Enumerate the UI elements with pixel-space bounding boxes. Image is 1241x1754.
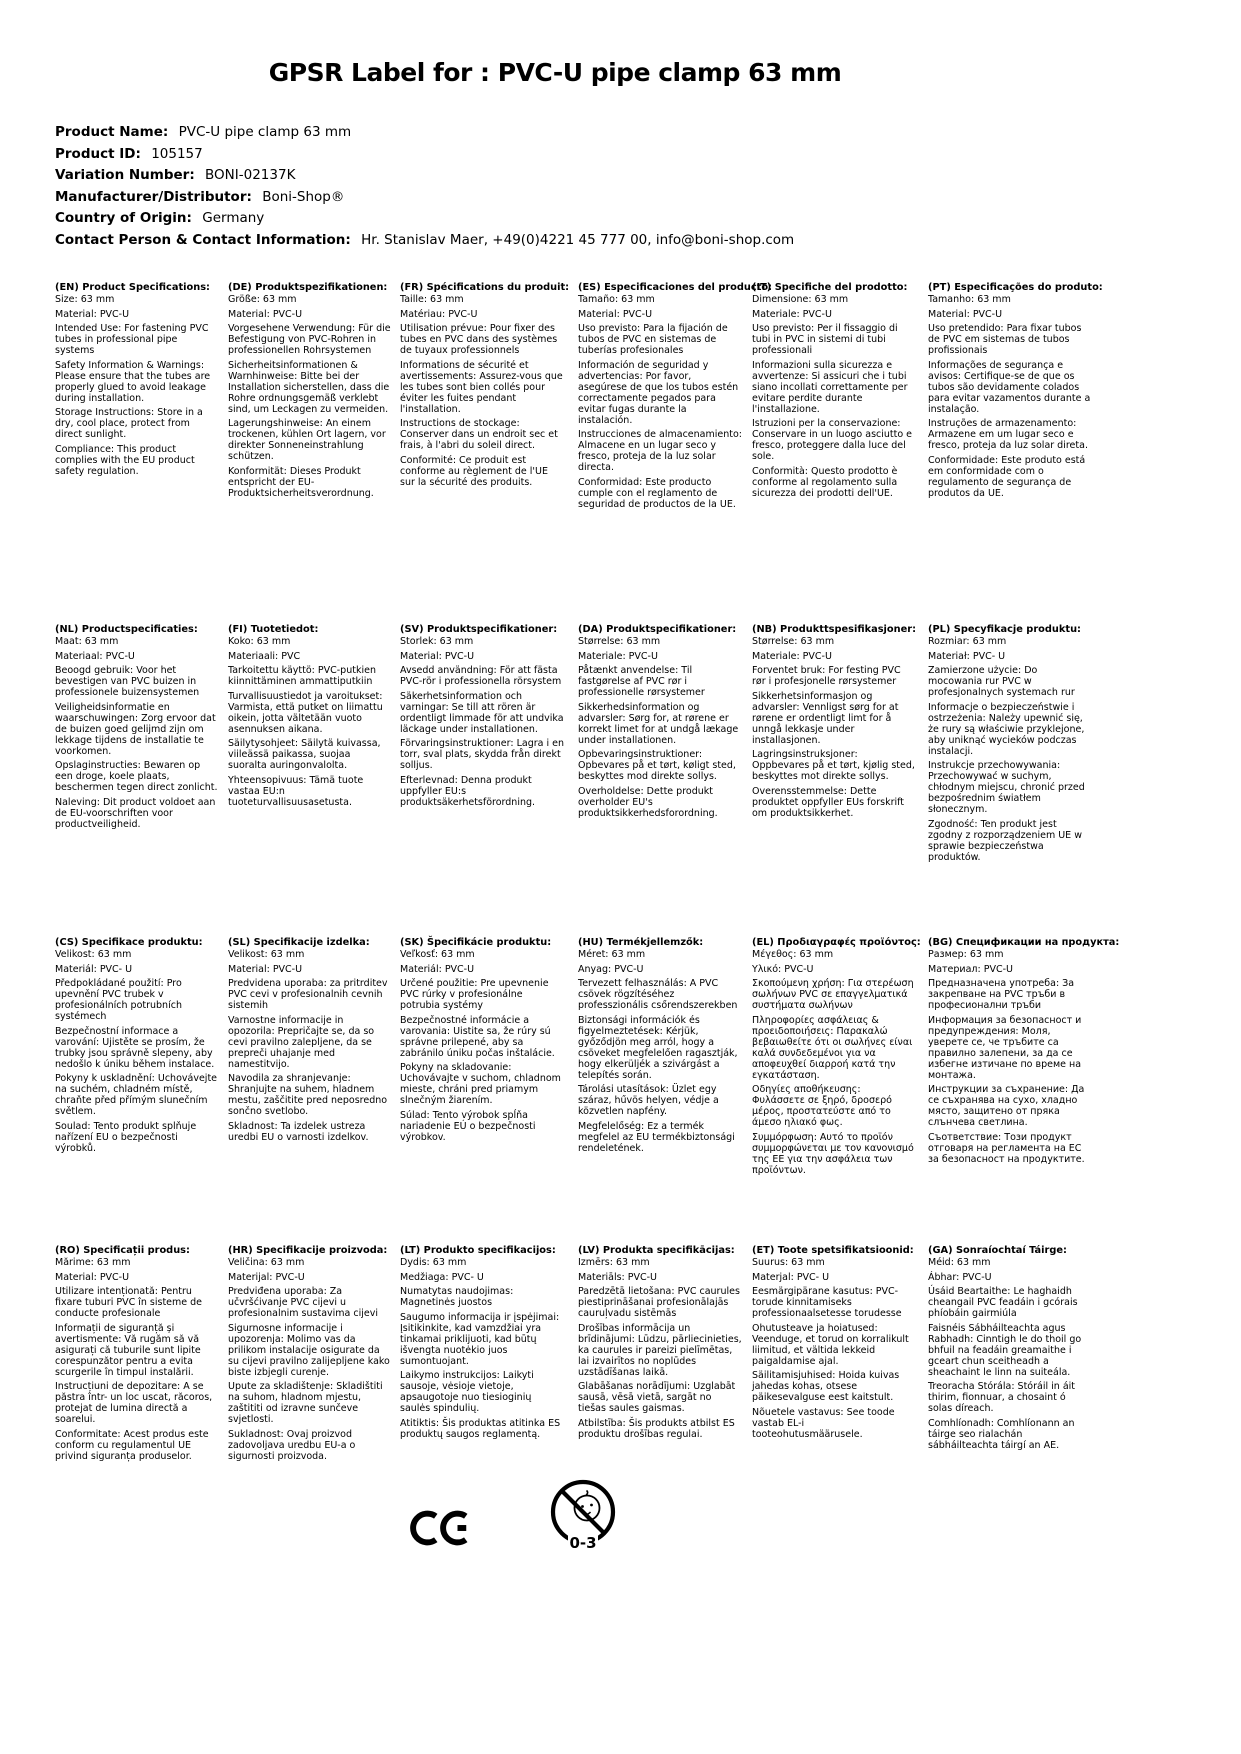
product-info-row <box>55 187 794 209</box>
spec-block-heading: (CS) Specifikace produktu: <box>55 937 203 948</box>
spec-paragraph: Οδηγίες αποθήκευσης: Φυλάσσετε σε ξηρό, δροσερό μέρος, προστατεύστε από το άμεσο ηλιακό φως. <box>752 1084 892 1128</box>
spec-paragraph: Säkerhetsinformation och varningar: Se till att rören är ordentligt limmade för att undvika läckage under installationen. <box>400 690 564 735</box>
spec-paragraph: Avsedd användning: För att fästa PVC-rör i professionella rörsystem <box>400 665 562 687</box>
spec-paragraph: Numatytas naudojimas: Magnetinės juostos <box>400 1286 514 1308</box>
spec-paragraph: Instrucciones de almacenamiento: Almacene en un lugar seco y fresco, proteja de la luz solar directa. <box>578 429 742 473</box>
product-info-row <box>55 208 794 230</box>
spec-block-heading: (LT) Produkto specifikacijos: <box>400 1245 556 1256</box>
spec-block-heading: (ES) Especificaciones del producto: <box>578 282 773 293</box>
spec-block-heading: (SV) Produktspecifikationer: <box>400 624 558 635</box>
spec-paragraph: Informations de sécurité et avertissements: Assurez-vous que les tubes sont bien collés pour éviter les fuites pendant l'installation. <box>400 359 563 415</box>
product-info-row <box>55 230 794 252</box>
spec-paragraph: Instruções de armazenamento: Armazene em um lugar seco e fresco, proteja da luz solar direta. <box>928 418 1088 451</box>
spec-block-de <box>228 282 392 502</box>
spec-paragraph: Lagerungshinweise: An einem trockenen, kühlen Ort lagern, vor direkter Sonneneinstrahlung schützen. <box>228 418 386 462</box>
spec-paragraph: Forventet bruk: For festing PVC rør i profesjonelle rørsystemer <box>752 665 901 687</box>
spec-block-sk <box>400 937 564 1146</box>
variation-number-value: BONI-02137K <box>205 167 296 183</box>
spec-paragraph: Materiale: PVC-U <box>752 308 832 320</box>
spec-paragraph: Nõuetele vastavus: See toode vastab EL-i tooteohutusmäärusele. <box>752 1406 895 1440</box>
spec-block-cs <box>55 937 219 1157</box>
spec-paragraph: Размер: 63 mm <box>928 949 1004 960</box>
spec-paragraph: Velikost: 63 mm <box>228 949 305 960</box>
spec-paragraph: Tamanho: 63 mm <box>928 294 1011 305</box>
spec-paragraph: Предназначена употреба: За закрепване на PVC тръби в професионални тръби <box>928 978 1075 1011</box>
spec-block-heading: (PL) Specyfikacje produktu: <box>928 624 1081 635</box>
spec-block-heading: (HR) Specifikacije proizvoda: <box>228 1245 388 1256</box>
spec-paragraph: Material: PVC-U <box>228 963 303 975</box>
spec-block-nb <box>752 624 916 822</box>
spec-paragraph: Säilitamisjuhised: Hoida kuivas jahedas kohas, otsese päikesevalguse eest kaitstult. <box>752 1370 900 1403</box>
spec-paragraph: Material: PVC-U <box>578 308 653 320</box>
spec-paragraph: Påtænkt anvendelse: Til fastgørelse af PVC rør i professionelle rørsystemer <box>578 665 705 698</box>
spec-paragraph: Förvaringsinstruktioner: Lagra i en torr, sval plats, skydda från direkt solljus. <box>400 738 565 771</box>
spec-block-en <box>55 282 219 480</box>
spec-paragraph: Intended Use: For fastening PVC tubes in professional pipe systems <box>55 323 209 356</box>
spec-block-heading: (DE) Produktspezifikationen: <box>228 282 388 293</box>
spec-block-ro <box>55 1245 219 1465</box>
spec-paragraph: Storlek: 63 mm <box>400 636 474 647</box>
spec-block-heading: (FR) Spécifications du produit: <box>400 282 570 293</box>
spec-paragraph: Utilisation prévue: Pour fixer des tubes en PVC dans des systèmes de tuyaux professionnels <box>400 323 558 356</box>
country-of-origin-value: Germany <box>202 210 265 226</box>
spec-paragraph: Izmērs: 63 mm <box>578 1257 650 1268</box>
spec-paragraph: Størrelse: 63 mm <box>578 636 661 647</box>
spec-paragraph: Dydis: 63 mm <box>400 1257 467 1268</box>
spec-paragraph: Zgodność: Ten produkt jest zgodny z rozporządzeniem UE w sprawie bezpieczeństwa produktów. <box>928 818 1082 863</box>
spec-paragraph: Storage Instructions: Store in a dry, cool place, protect from direct sunlight. <box>55 407 203 440</box>
spec-paragraph: Faisnéis Sábháilteachta agus Rabhadh: Cinntigh le do thoil go bhfuil na feadáin greamaithe i gceart chun sceitheadh a sheachaint le linn na suiteála. <box>928 1322 1082 1378</box>
product-name-label: Product Name: <box>55 124 169 140</box>
spec-paragraph: Treoracha Stórála: Stóráil in áit thirim, fionnuar, a chosaint ó solas díreach. <box>928 1381 1076 1414</box>
spec-block-da <box>578 624 742 822</box>
age-warning-0-3-icon <box>549 1478 617 1558</box>
spec-paragraph: Skladnost: Ta izdelek ustreza uredbi EU o varnosti izdelkov. <box>228 1120 369 1143</box>
spec-block-heading: (SK) Špecifikácie produktu: <box>400 937 552 948</box>
spec-paragraph: Taille: 63 mm <box>400 294 464 305</box>
spec-paragraph: Varnostne informacije in opozorila: Prepričajte se, da so cevi pravilno zalepljene, da se prepreči uhajanje med namestitvijo. <box>228 1014 375 1070</box>
spec-paragraph: Atbilstība: Šis produkts atbilst ES produktu drošības regulai. <box>578 1417 735 1440</box>
spec-paragraph: Conformidad: Este producto cumple con el reglamento de seguridad de productos de la UE. <box>578 476 736 510</box>
spec-paragraph: Material: PVC-U <box>400 650 475 662</box>
spec-block-hr <box>228 1245 392 1465</box>
spec-block-fi <box>228 624 392 811</box>
spec-block-heading: (ET) Toote spetsifikatsioonid: <box>752 1245 914 1256</box>
spec-paragraph: Soulad: Tento produkt splňuje nařízení EU o bezpečnosti výrobků. <box>55 1120 197 1154</box>
product-info-row <box>55 144 794 166</box>
spec-paragraph: Sigurnosne informacije i upozorenja: Molimo vas da prilikom instalacije osigurate da su cijevi pravilno zalijepljene kako biste izbjegli curenje. <box>228 1322 390 1378</box>
spec-block-heading: (NL) Productspecificaties: <box>55 624 198 635</box>
spec-block-it <box>752 282 916 502</box>
spec-paragraph: Materjal: PVC- U <box>752 1271 830 1283</box>
spec-paragraph: Méret: 63 mm <box>578 949 646 960</box>
spec-paragraph: Ábhar: PVC-U <box>928 1271 992 1283</box>
spec-block-heading: (FI) Tuotetiedot: <box>228 624 319 635</box>
spec-paragraph: Conformitate: Acest produs este conform cu regulamentul UE privind siguranța produselor. <box>55 1428 209 1462</box>
spec-paragraph: Predviđena uporaba: Za učvršćivanje PVC cijevi u profesionalnim sustavima cijevi <box>228 1286 378 1319</box>
spec-paragraph: Overensstemmelse: Dette produktet oppfyller EUs forskrift om produktsikkerhet. <box>752 785 905 819</box>
spec-block-heading: (PT) Especificações do produto: <box>928 282 1103 293</box>
spec-paragraph: Comhlíonadh: Comhlíonann an táirge seo rialachán sábháilteachta táirgí an AE. <box>928 1417 1075 1451</box>
spec-paragraph: Vorgesehene Verwendung: Für die Befestigung von PVC-Rohren in professionellen Rohrsystemen <box>228 323 391 356</box>
spec-paragraph: Anyag: PVC-U <box>578 963 644 975</box>
spec-paragraph: Conformidade: Este produto está em conformidade com o regulamento de segurança de produtos da UE. <box>928 454 1086 499</box>
spec-block-sl <box>228 937 392 1146</box>
contact-value: Hr. Stanislav Maer, +49(0)4221 45 777 00, info@boni-shop.com <box>361 231 795 248</box>
spec-paragraph: Rozmiar: 63 mm <box>928 636 1007 647</box>
spec-paragraph: Konformität: Dieses Produkt entspricht der EU-Produktsicherheitsverordnung. <box>228 465 374 499</box>
spec-paragraph: Biztonsági információk és figyelmeztetések: Kérjük, győződjön meg arról, hogy a csöveket megfelelően ragasztják, hogy elkerüljék a szivárgást a telepítés során. <box>578 1014 738 1081</box>
spec-paragraph: Sikkerhedsinformation og advarsler: Sørg for, at rørene er korrekt limet for at undgå lækage under installationen. <box>578 701 739 746</box>
spec-paragraph: Medžiaga: PVC- U <box>400 1271 484 1283</box>
spec-paragraph: Size: 63 mm <box>55 294 115 305</box>
spec-block-bg <box>928 937 1120 1168</box>
spec-paragraph: Materiaali: PVC <box>228 650 301 662</box>
spec-paragraph: Naleving: Dit product voldoet aan de EU-voorschriften voor productveiligheid. <box>55 796 216 830</box>
spec-paragraph: Materiale: PVC-U <box>752 650 832 662</box>
manufacturer-label: Manufacturer/Distributor: <box>55 188 252 205</box>
spec-paragraph: Informações de segurança e avisos: Certifique-se de que os tubos são devidamente colados para evitar vazamentos durante a instalação. <box>928 359 1091 415</box>
spec-paragraph: Säilytysohjeet: Säilytä kuivassa, viileässä paikassa, suojaa suoralta auringonvalolta. <box>228 738 381 771</box>
spec-paragraph: Pokyny na skladovanie: Uchovávajte v suchom, chladnom mieste, chráni pred priamym slnečným žiarením. <box>400 1062 561 1106</box>
spec-block-heading: (SL) Specifikacije izdelka: <box>228 937 370 948</box>
spec-paragraph: Материал: PVC-U <box>928 963 1013 975</box>
spec-block-heading: (EL) Προδιαγραφές προϊόντος: <box>752 937 921 948</box>
spec-paragraph: Informații de siguranță și avertismente: Vă rugăm să vă asigurați că tuburile sunt lipite corespunzător pentru a evita scurgerile în timpul instalării. <box>55 1322 201 1378</box>
spec-paragraph: Safety Information & Warnings: Please ensure that the tubes are properly glued to avoid leakage during installation. <box>55 359 211 404</box>
age-warning-text: 0-3 <box>569 1534 597 1552</box>
spec-paragraph: Mărime: 63 mm <box>55 1257 131 1268</box>
spec-block-ga <box>928 1245 1092 1454</box>
manufacturer-value: Boni-Shop® <box>262 188 345 205</box>
spec-block-el <box>752 937 921 1179</box>
spec-paragraph: Uso previsto: Para la fijación de tubos de PVC en sistemas de tuberías profesionales <box>578 323 728 356</box>
product-info-row <box>55 165 794 187</box>
spec-paragraph: Předpokládané použití: Pro upevnění PVC trubek v profesionálních potrubních systémech <box>55 978 182 1022</box>
spec-paragraph: Tervezett felhasználás: A PVC csövek rögzítéséhez professzionális csőrendszerekben <box>578 978 738 1011</box>
spec-paragraph: Πληροφορίες ασφάλειας & προειδοποιήσεις: Παρακαλώ βεβαιωθείτε ότι οι σωλήνες είναι καλά συνδεδεμένοι για να αποφευχθεί διαρροή κατά την εγκατάσταση. <box>752 1014 913 1081</box>
spec-block-heading: (LV) Produkta specifikācijas: <box>578 1245 735 1256</box>
spec-paragraph: Laikymo instrukcijos: Laikyti sausoje, vėsioje vietoje, apsaugotoje nuo tiesioginių saulės spindulių. <box>400 1370 534 1414</box>
spec-paragraph: Istruzioni per la conservazione: Conservare in un luogo asciutto e fresco, proteggere dalla luce del sole. <box>752 418 913 462</box>
product-id-value: 105157 <box>151 145 203 162</box>
spec-paragraph: Tarkoitettu käyttö: PVC-putkien kiinnittäminen ammattiputkiin <box>228 665 376 687</box>
spec-paragraph: Sikkerhetsinformasjon og advarsler: Vennligst sørg for at rørene er ordentligt limt for å unngå lekkasje under installasjonen. <box>752 690 899 746</box>
spec-paragraph: Turvallisuustiedot ja varoitukset: Varmista, että putket on liimattu oikein, jotta vältetään vuoto asennuksen aikana. <box>228 690 383 735</box>
spec-paragraph: Velikost: 63 mm <box>55 949 132 960</box>
spec-block-heading: (IT) Specifiche del prodotto: <box>752 282 908 293</box>
spec-paragraph: Σκοπούμενη χρήση: Για στερέωση σωλήνων PVC σε επαγγελματικά συστήματα σωλήνων <box>752 978 914 1011</box>
spec-paragraph: Opslaginstructies: Bewaren op een droge, koele plaats, beschermen tegen direct zonlicht. <box>55 760 218 793</box>
spec-paragraph: Material: PVC-U <box>55 1271 130 1283</box>
spec-paragraph: Συμμόρφωση: Αυτό το προϊόν συμμορφώνεται με τον κανονισμό της ΕΕ για την ασφάλεια των προϊόντων. <box>752 1131 914 1176</box>
spec-paragraph: Pokyny k uskladnění: Uchovávejte na suchém, chladném místě, chraňte před přímým slunečním světlem. <box>55 1073 218 1117</box>
spec-block-nl <box>55 624 219 833</box>
product-info-row <box>55 122 794 144</box>
spec-paragraph: Bezpečnostné informácie a varovania: Uistite sa, že rúry sú správne prilepené, aby sa zabránilo úniku počas inštalácie. <box>400 1014 555 1059</box>
spec-paragraph: Atitiktis: Šis produktas atitinka ES produktų saugos reglamentą. <box>400 1417 561 1440</box>
spec-paragraph: Predvidena uporaba: za pritrditev PVC cevi v profesionalnih cevnih sistemih <box>228 978 388 1011</box>
spec-paragraph: Uso previsto: Per il fissaggio di tubi in PVC in sistemi di tubi professionali <box>752 323 898 356</box>
spec-paragraph: Bezpečnostní informace a varování: Ujistěte se prosím, že trubky jsou správně slepeny, aby nedošlo k úniku během instalace. <box>55 1025 215 1070</box>
spec-paragraph: Úsáid Beartaithe: Le haghaidh cheangail PVC feadáin i gcórais phíobáin gairmiúla <box>928 1286 1078 1319</box>
spec-paragraph: Tamaño: 63 mm <box>578 294 655 305</box>
spec-block-heading: (RO) Specificații produs: <box>55 1245 190 1256</box>
spec-paragraph: Paredzētā lietošana: PVC caurules piestiprināšanai profesionālajās cauruļvadu sistēmās <box>578 1286 740 1319</box>
spec-paragraph: Overholdelse: Dette produkt overholder EU's produktsikkerhedsforordning. <box>578 785 718 819</box>
spec-paragraph: Materiale: PVC-U <box>578 650 658 662</box>
spec-block-sv <box>400 624 564 811</box>
spec-paragraph: Súlad: Tento výrobok spĺňa nariadenie EÚ o bezpečnosti výrobkov. <box>400 1109 536 1143</box>
spec-paragraph: Materiaal: PVC-U <box>55 650 135 662</box>
spec-block-pt <box>928 282 1103 502</box>
spec-paragraph: Compliance: This product complies with the EU product safety regulation. <box>55 443 195 477</box>
spec-paragraph: Съответствие: Този продукт отговаря на регламента на ЕС за безопасност на продуктите. <box>928 1131 1085 1165</box>
spec-paragraph: Conformité: Ce produit est conforme au règlement de l'UE sur la sécurité des produits. <box>400 454 548 488</box>
spec-paragraph: Saugumo informacija ir įspėjimai: Įsitikinkite, kad vamzdžiai yra tinkamai priklijuoti, kad būtų išvengta nuotėkio juos sumontuojant. <box>400 1311 560 1367</box>
spec-paragraph: Materiał: PVC- U <box>928 650 1006 662</box>
spec-paragraph: Instructions de stockage: Conserver dans un endroit sec et frais, à l'abri du soleil direct. <box>400 418 558 451</box>
spec-paragraph: Utilizare intenționată: Pentru fixare tuburi PVC în sisteme de conducte profesionale <box>55 1286 203 1319</box>
spec-paragraph: Materijal: PVC-U <box>228 1271 305 1283</box>
spec-paragraph: Megfelelőség: Ez a termék megfelel az EU termékbiztonsági rendeletének. <box>578 1120 735 1154</box>
spec-paragraph: Zamierzone użycie: Do mocowania rur PVC w profesjonalnych systemach rur <box>928 665 1075 698</box>
spec-paragraph: Sicherheitsinformationen & Warnhinweise: Bitte bei der Installation sicherstellen, dass die Rohre ordnungsgemäß verklebt sind, um Leckagen zu vermeiden. <box>228 359 390 415</box>
spec-paragraph: Maat: 63 mm <box>55 636 119 647</box>
spec-block-pl <box>928 624 1092 866</box>
spec-block-hu <box>578 937 742 1157</box>
spec-block-lv <box>578 1245 742 1443</box>
spec-paragraph: Instrukcje przechowywania: Przechowywać w suchym, chłodnym miejscu, chronić przed bezpośrednim światłem słonecznym. <box>928 760 1085 815</box>
contact-label: Contact Person & Contact Information: <box>55 231 351 248</box>
spec-paragraph: Materiāls: PVC-U <box>578 1271 658 1283</box>
spec-block-et <box>752 1245 916 1443</box>
product-id-label: Product ID: <box>55 145 141 162</box>
spec-paragraph: Информация за безопасност и предупреждения: Моля, уверете се, че тръбите са правилно залепени, за да се избегне изтичане по време на монтажа. <box>928 1014 1082 1081</box>
spec-paragraph: Dimensione: 63 mm <box>752 294 849 305</box>
spec-paragraph: Uso pretendido: Para fixar tubos de PVC em sistemas de tubos profissionais <box>928 323 1082 356</box>
spec-block-heading: (NB) Produkttspesifikasjoner: <box>752 624 916 635</box>
spec-paragraph: Méid: 63 mm <box>928 1257 991 1268</box>
spec-paragraph: Veiligheidsinformatie en waarschuwingen: Zorg ervoor dat de buizen goed gelijmd zijn om lekkage tijdens de installatie te voorkomen. <box>55 701 216 757</box>
spec-block-heading: (HU) Termékjellemzők: <box>578 937 704 948</box>
spec-paragraph: Material: PVC-U <box>228 308 303 320</box>
spec-paragraph: Yhteensopivuus: Tämä tuote vastaa EU:n tuoteturvallisuusasetusta. <box>228 774 364 808</box>
spec-block-lt <box>400 1245 564 1443</box>
spec-paragraph: Ohutusteave ja hoiatused: Veenduge, et torud on korralikult liimitud, et vältida lekkeid paigaldamise ajal. <box>752 1322 909 1367</box>
spec-paragraph: Matériau: PVC-U <box>400 308 478 320</box>
spec-paragraph: Materiál: PVC-U <box>400 963 475 975</box>
spec-block-fr <box>400 282 570 491</box>
spec-paragraph: Größe: 63 mm <box>228 294 297 305</box>
spec-block-heading: (BG) Спецификации на продукта: <box>928 937 1120 948</box>
product-info-block <box>55 122 794 251</box>
spec-block-es <box>578 282 773 513</box>
spec-paragraph: Určené použitie: Pre upevnenie PVC rúrky v profesionálne potrubia systémy <box>400 978 549 1011</box>
page-title: GPSR Label for : PVC-U pipe clamp 63 mm <box>268 58 842 87</box>
spec-paragraph: Sukladnost: Ovaj proizvod zadovoljava uredbu EU-a o sigurnosti proizvoda. <box>228 1428 356 1462</box>
spec-paragraph: Veličina: 63 mm <box>228 1257 305 1268</box>
product-name-value: PVC-U pipe clamp 63 mm <box>178 124 352 140</box>
spec-paragraph: Instrucțiuni de depozitare: A se păstra într- un loc uscat, răcoros, protejat de lumina directă a soarelui. <box>55 1381 213 1425</box>
country-of-origin-label: Country of Origin: <box>55 210 192 226</box>
spec-paragraph: Suurus: 63 mm <box>752 1257 825 1268</box>
spec-paragraph: Materiál: PVC- U <box>55 963 133 975</box>
spec-paragraph: Koko: 63 mm <box>228 636 291 647</box>
spec-block-heading: (DA) Produktspecifikationer: <box>578 624 737 635</box>
spec-paragraph: Drošības informācija un brīdinājumi: Lūdzu, pārliecinieties, ka caurules ir pareizi pielīmētas, lai izvairītos no noplūdes uzstādīšanas laikā. <box>578 1322 742 1378</box>
spec-paragraph: Información de seguridad y advertencias: Por favor, asegúrese de que los tubos estén correctamente pegados para evitar fugas durante la instalación. <box>578 359 739 426</box>
spec-paragraph: Material: PVC-U <box>55 308 130 320</box>
spec-block-heading: (GA) Sonraíochtaí Táirge: <box>928 1245 1067 1256</box>
spec-paragraph: Glabāšanas norādījumi: Uzglabāt sausā, vēsā vietā, sargāt no tiešas saules gaismas. <box>578 1381 736 1414</box>
spec-paragraph: Størrelse: 63 mm <box>752 636 835 647</box>
spec-paragraph: Veľkosť: 63 mm <box>400 949 475 960</box>
variation-number-label: Variation Number: <box>55 167 195 183</box>
spec-paragraph: Opbevaringsinstruktioner: Opbevares på et tørt, køligt sted, beskyttes mod direkte sollys. <box>578 749 736 782</box>
spec-paragraph: Conformità: Questo prodotto è conforme al regolamento sulla sicurezza dei prodotti dell'UE. <box>752 465 898 499</box>
spec-paragraph: Material: PVC-U <box>928 308 1003 320</box>
spec-paragraph: Navodila za shranjevanje: Shranjujte na suhem, hladnem mestu, zaščitite pred neposredno sončno svetlobo. <box>228 1073 388 1117</box>
spec-paragraph: Eesmärgipärane kasutus: PVC-torude kinnitamiseks professionaalsetesse torudesse <box>752 1286 902 1319</box>
spec-paragraph: Upute za skladištenje: Skladištiti na suhom, hladnom mjestu, zaštititi od izravne sunčeve svjetlosti. <box>228 1381 383 1425</box>
spec-paragraph: Инструкции за съхранение: Да се съхранява на сухо, хладно място, защитено от пряка слънчева светлина. <box>928 1084 1085 1128</box>
spec-paragraph: Efterlevnad: Denna produkt uppfyller EU:s produktsäkerhetsförordning. <box>400 774 536 808</box>
spec-paragraph: Informacje o bezpieczeństwie i ostrzeżenia: Należy upewnić się, że rury są właściwie przyklejone, aby uniknąć wycieków podczas instalacji. <box>928 701 1085 757</box>
spec-paragraph: Μέγεθος: 63 mm <box>752 949 834 960</box>
spec-paragraph: Beoogd gebruik: Voor het bevestigen van PVC buizen in professionele buizensystemen <box>55 665 200 698</box>
spec-block-heading: (EN) Product Specifications: <box>55 282 210 293</box>
spec-paragraph: Υλικό: PVC-U <box>752 963 814 975</box>
ce-mark-icon <box>410 1498 470 1562</box>
spec-paragraph: Lagringsinstruksjoner: Oppbevares på et tørt, kjølig sted, beskyttes mot direkte sollys. <box>752 749 915 782</box>
spec-paragraph: Tárolási utasítások: Üzlet egy száraz, hűvös helyen, védje a közvetlen napfény. <box>578 1084 719 1117</box>
spec-paragraph: Informazioni sulla sicurezza e avvertenze: Si assicuri che i tubi siano incollati correttamente per evitare perdite durante l'installazione. <box>752 359 908 415</box>
